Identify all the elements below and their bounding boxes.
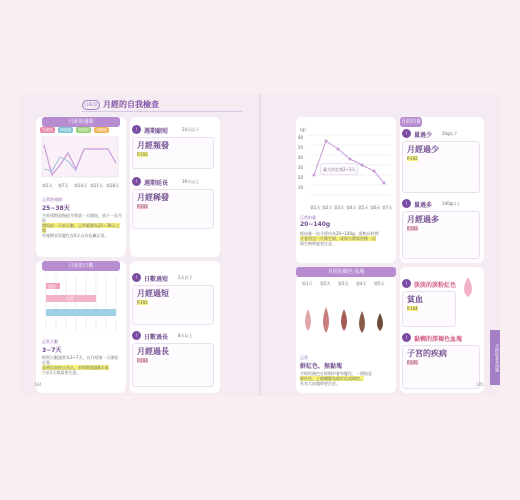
item-text: P.192 bbox=[137, 152, 148, 157]
cycle-panel bbox=[36, 117, 126, 257]
info-card bbox=[402, 211, 480, 259]
bar-label: 正常 bbox=[66, 296, 74, 301]
axis-label: 第7天 bbox=[58, 183, 69, 188]
item-sub: 2天以下 bbox=[178, 275, 193, 280]
item-sub: 24天以下 bbox=[182, 127, 200, 132]
days-chart bbox=[40, 273, 122, 333]
axis-label: 第21天 bbox=[90, 183, 104, 188]
x-label: 第3天 bbox=[334, 205, 345, 210]
check-dot-icon: ! bbox=[402, 199, 411, 208]
tag-follicular: 卵泡期 bbox=[60, 128, 71, 132]
x-label: 第7天 bbox=[382, 205, 393, 210]
legend-label: 正常天數 bbox=[42, 339, 58, 344]
cycle-chart bbox=[40, 135, 120, 183]
x-label: 第2天 bbox=[322, 205, 333, 210]
normal-range: 25~38天 bbox=[42, 205, 70, 212]
x-label: 第4天 bbox=[346, 205, 357, 210]
info-card bbox=[402, 345, 480, 389]
pink-drop-icon bbox=[458, 275, 478, 299]
item-title: 日數過短 bbox=[144, 276, 169, 283]
item-text: P.192 bbox=[137, 300, 148, 305]
y-tick: 20 bbox=[298, 175, 304, 180]
chapter-side-tab[interactable]: 月經的基本知識 bbox=[490, 330, 500, 385]
normal-range: 3~7天 bbox=[42, 347, 62, 354]
item-heading: 月經稀發 bbox=[137, 193, 169, 202]
flow-panel bbox=[296, 117, 396, 263]
y-tick: 50 bbox=[298, 145, 304, 150]
chart-callout: 量大約在第2~3天 bbox=[320, 163, 358, 175]
tag-luteal: 黃體期 bbox=[96, 128, 107, 132]
info-card bbox=[132, 343, 214, 387]
body-text: 月經週期是指從月經第一天開始，到下一次月經 開始前一天的天數，正常範圍為25~38天之間 若週期長短變化在6天以內也屬正常。 bbox=[42, 213, 122, 238]
y-tick: 10 bbox=[298, 185, 304, 190]
page-number-left: 184 bbox=[34, 382, 42, 387]
info-card bbox=[132, 137, 214, 169]
item-heading: 月經頻發 bbox=[137, 141, 169, 150]
col-label: 第3天 bbox=[338, 281, 349, 286]
days-side-panel bbox=[130, 261, 220, 393]
item-title: 淡淡的淡粉紅色 bbox=[414, 282, 457, 289]
x-label: 第5天 bbox=[358, 205, 369, 210]
body-text: 經血量一次月經約為20~140g，需較長時間 才會用完一片衛生棉，或每小時需更換一次 衛生棉時就要注意。 bbox=[300, 231, 379, 246]
normal-caption: 鮮紅色、無黏塊 bbox=[300, 363, 343, 370]
x-label: 第6天 bbox=[370, 205, 381, 210]
item-sub: 20g以下 bbox=[442, 131, 458, 136]
item-title: 量過少 bbox=[414, 132, 433, 139]
item-heading: 月經過多 bbox=[407, 215, 439, 224]
flow-side-panel bbox=[400, 117, 484, 263]
item-title: 週期縮短 bbox=[144, 128, 169, 135]
y-tick: 30 bbox=[298, 165, 304, 170]
info-card bbox=[132, 285, 214, 325]
tag-ovulation: 排卵期 bbox=[78, 128, 89, 132]
check-badge: CHECK bbox=[82, 100, 100, 110]
item-heading: 月經過少 bbox=[407, 145, 439, 154]
col-label: 第5天 bbox=[374, 281, 385, 286]
axis-label: 第28天 bbox=[106, 183, 120, 188]
legend-label: 正常的週期 bbox=[42, 197, 62, 202]
info-card bbox=[402, 291, 456, 327]
item-heading: 月經過短 bbox=[137, 289, 169, 298]
item-text: P.193 bbox=[137, 204, 148, 209]
col-label: 第2天 bbox=[320, 281, 331, 286]
blood-drops bbox=[298, 301, 394, 341]
check-dot-icon: ! bbox=[402, 333, 411, 342]
col-label: 第4天 bbox=[356, 281, 367, 286]
body-text: 月經的顏色在經期中會有變化，一開始是 鮮紅色，之後轉變為暗紅色或褐色， 若有大血塊時要注意。 bbox=[300, 371, 372, 386]
col-label: 第1天 bbox=[302, 281, 313, 286]
axis-label: 第14天 bbox=[74, 183, 88, 188]
cycle-side-panel bbox=[130, 117, 220, 257]
bar-label: 過短 bbox=[48, 284, 56, 289]
item-text: P.193 bbox=[137, 358, 148, 363]
panel-title: 月經的週期 bbox=[42, 117, 120, 127]
check-dot-icon: ! bbox=[132, 273, 141, 282]
item-sub: 140g以上 bbox=[442, 201, 461, 206]
check-dot-icon: ! bbox=[402, 279, 411, 288]
body-text: 經期天數通常為3~7天，以月經第一天開始計算， 直到出血停止為止，若經期超過8天或 少於2天都需要注意。 bbox=[42, 355, 119, 375]
item-heading: 月經過長 bbox=[137, 347, 169, 356]
check-dot-icon: ! bbox=[132, 177, 141, 186]
axis-label: 第1天 bbox=[42, 183, 53, 188]
item-heading: 貧血 bbox=[407, 295, 423, 304]
item-title: 黏稠的深褐色血塊 bbox=[414, 336, 463, 343]
info-card bbox=[402, 141, 480, 193]
check-dot-icon: ! bbox=[402, 129, 411, 138]
tag-menstrual: 月經期 bbox=[42, 128, 53, 132]
bar-label: 過長 bbox=[96, 285, 104, 290]
days-panel bbox=[36, 261, 126, 393]
item-text: P.195 bbox=[407, 360, 418, 365]
page-number-right: 185 bbox=[476, 382, 484, 387]
y-unit: (g) bbox=[300, 127, 306, 132]
legend-label: 正常 bbox=[300, 355, 308, 360]
panel-title: 月經的量 bbox=[400, 119, 421, 125]
check-dot-icon: ! bbox=[132, 331, 141, 340]
item-sub: 39天以上 bbox=[182, 179, 200, 184]
check-dot-icon: ! bbox=[132, 125, 141, 134]
item-title: 量過多 bbox=[414, 202, 433, 209]
legend-label: 正常的量 bbox=[300, 215, 316, 220]
book-gutter bbox=[259, 93, 261, 396]
item-sub: 8天以上 bbox=[178, 333, 193, 338]
item-title: 日數過長 bbox=[144, 334, 169, 341]
info-card bbox=[132, 189, 214, 229]
normal-range: 20~140g bbox=[300, 221, 331, 228]
panel-title: 月經的日數 bbox=[42, 261, 120, 271]
page-title: 月經的自我檢查 bbox=[103, 100, 159, 109]
y-tick: 40 bbox=[298, 155, 304, 160]
item-heading: 子宮的疾病 bbox=[407, 349, 447, 358]
color-panel bbox=[296, 267, 396, 393]
item-text: P.192 bbox=[407, 156, 418, 161]
item-title: 週期延長 bbox=[144, 180, 169, 187]
y-tick: 60 bbox=[298, 135, 304, 140]
item-text: P.194 bbox=[407, 306, 418, 311]
title-divider bbox=[82, 111, 242, 112]
panel-title: 月經的顏色‧血塊 bbox=[296, 267, 396, 277]
item-text: P.193 bbox=[407, 226, 418, 231]
x-label: 第1天 bbox=[310, 205, 321, 210]
